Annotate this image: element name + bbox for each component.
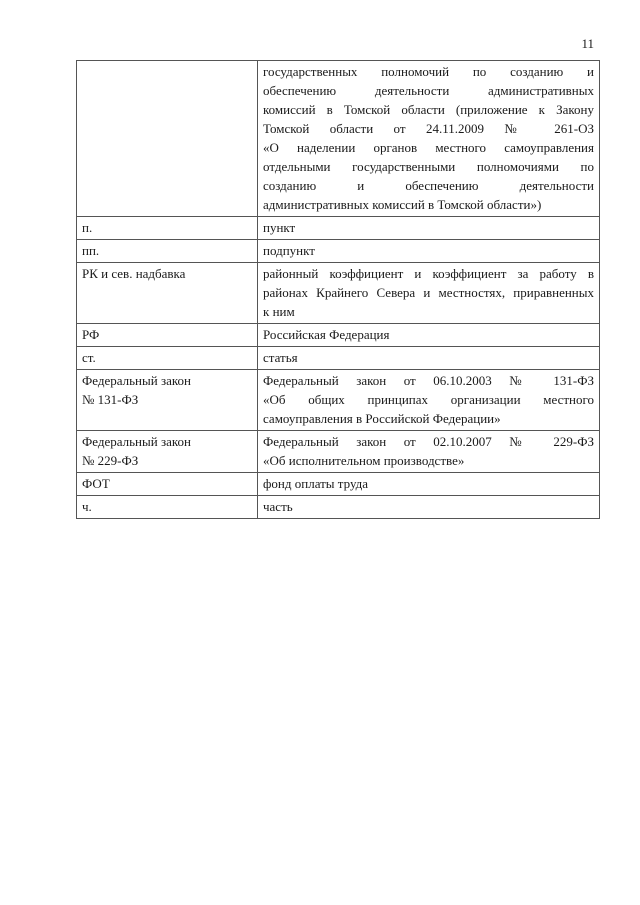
- definition-cell: [258, 217, 600, 240]
- definition-cell: [258, 496, 600, 519]
- abbreviation-line: Федеральный закон: [82, 373, 191, 388]
- definition-line: самоуправления в Российской Федерации»: [263, 411, 501, 426]
- definition-cell: [258, 473, 600, 496]
- definition-line: Федеральный закон от 06.10.2003 № 131-ФЗ: [263, 373, 594, 388]
- definition-line: районный коэффициент и коэффициент за работу в: [263, 266, 594, 281]
- definition-line: «Об общих принципах организации местного: [263, 392, 594, 407]
- definition-line: фонд оплаты труда: [263, 476, 369, 491]
- abbreviations-table: [76, 60, 600, 519]
- table-row: [77, 347, 600, 370]
- definition-cell: [258, 263, 600, 324]
- definition-cell: [258, 431, 600, 473]
- abbreviation-cell: п.: [77, 217, 258, 240]
- definition-line: пункт: [263, 220, 296, 235]
- table-row: [77, 431, 600, 473]
- definition-line: статья: [263, 350, 298, 365]
- abbreviation-cell: ст.: [77, 347, 258, 370]
- abbreviation-cell: [77, 431, 258, 473]
- definition-cell: [258, 324, 600, 347]
- table-row: [77, 496, 600, 519]
- definition-line: «О наделении органов местного самоуправления: [263, 140, 594, 155]
- abbreviation-cell: [77, 370, 258, 431]
- abbreviation-cell: РФ: [77, 324, 258, 347]
- definition-cell: [258, 370, 600, 431]
- definition-line: созданию и обеспечению деятельности: [263, 178, 594, 193]
- table-row: [77, 61, 600, 217]
- abbreviation-cell: [77, 61, 258, 217]
- abbreviation-line: № 229-ФЗ: [82, 453, 139, 468]
- table-row: [77, 217, 600, 240]
- table-row: [77, 324, 600, 347]
- definition-line: административных комиссий в Томской области»): [263, 197, 542, 212]
- table-row: [77, 240, 600, 263]
- definition-line: районах Крайнего Севера и местностях, приравненных: [263, 285, 594, 300]
- definition-line: государственных полномочий по созданию и: [263, 64, 594, 79]
- abbreviation-line: Федеральный закон: [82, 434, 191, 449]
- abbreviation-cell: пп.: [77, 240, 258, 263]
- abbreviation-cell: ч.: [77, 496, 258, 519]
- definition-line: к ним: [263, 304, 295, 319]
- definition-line: отдельными государственными полномочиями по: [263, 159, 594, 174]
- abbreviation-cell: ФОТ: [77, 473, 258, 496]
- definition-line: Томской области от 24.11.2009 № 261-ОЗ: [263, 121, 594, 136]
- table-row: [77, 473, 600, 496]
- page-number: 11: [581, 36, 594, 51]
- definition-line: обеспечению деятельности административных: [263, 83, 594, 98]
- definition-line: «Об исполнительном производстве»: [263, 453, 465, 468]
- definition-line: подпункт: [263, 243, 315, 258]
- table-row: [77, 263, 600, 324]
- abbreviation-line: № 131-ФЗ: [82, 392, 139, 407]
- definition-line: Российская Федерация: [263, 327, 390, 342]
- definition-line: Федеральный закон от 02.10.2007 № 229-ФЗ: [263, 434, 594, 449]
- definition-cell: [258, 347, 600, 370]
- abbreviation-cell: РК и сев. надбавка: [77, 263, 258, 324]
- definition-cell: [258, 61, 600, 217]
- table-row: [77, 370, 600, 431]
- definition-line: комиссий в Томской области (приложение к Закону: [263, 102, 594, 117]
- definition-line: часть: [263, 499, 293, 514]
- definition-cell: [258, 240, 600, 263]
